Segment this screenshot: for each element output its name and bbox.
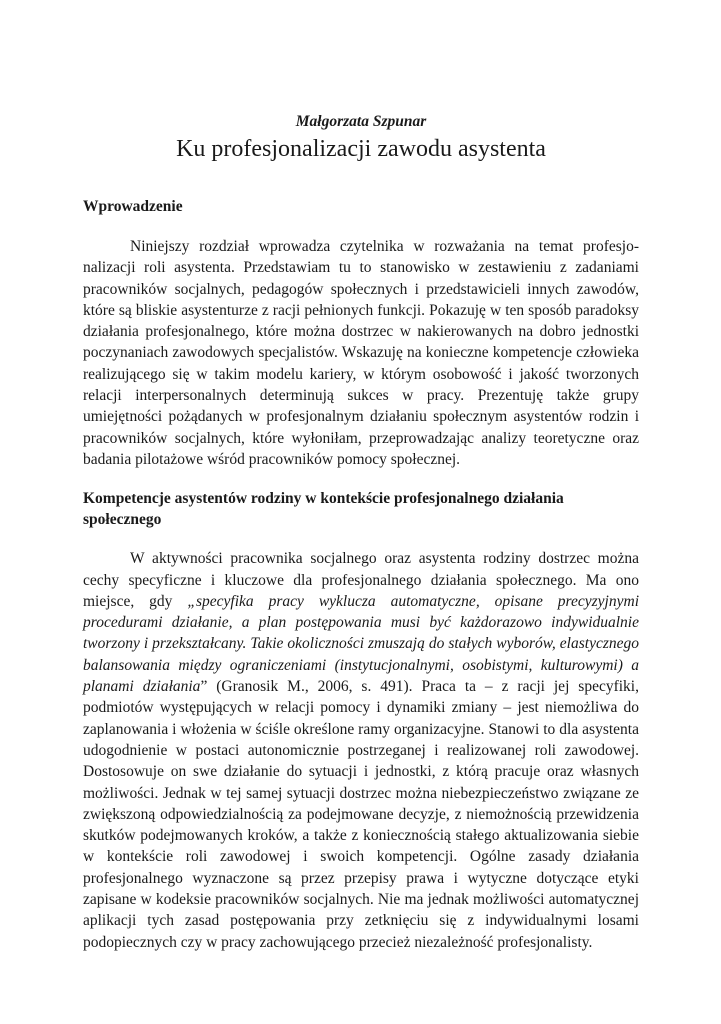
section-heading-introduction: Wprowadzenie <box>83 198 183 215</box>
paragraph-text-rest: ” (Granosik M., 2006, s. 491). Praca ta – z racji jej specyfiki, podmiotów występujących w relacji pomocy i dynamiki zmiany – jest niemożliwa do zaplanowania i włożenia w ściśle określone ramy organizacyjne. Stanowi to dla asystenta udogodnienie w postaci autonomicznie postrzeganej i realizowanej roli zawodowej. Dostosowuje on swe działanie do sytuacji i jednostki, z którą pracuje oraz własnych możliwości. Jednak w tej samej sytuacji dostrzec można niebezpieczeństwo związane ze zwiększoną odpowiedzialnością za podejmowane decyzje, z niemożnością przewidzenia skutków podejmowanych kroków, a także z koniecznością stałego aktualizowania siebie w kontekście roli zawodowej i swoich kompetencji. Ogólne zasady działania profesjonalnego wyznaczone są przez przepisy prawa i wytyczne dotyczące etyki zapisane w kodeksie pracowników socjalnych. Nie ma jednak możliwości automatycznej aplikacji tych zasad postępowania przy zetknięciu się z indywidualnymi losami podopiecznych czy w pracy zachowującego przecież niezależność profesjonalisty. <box>83 678 639 951</box>
quotation-text: „specyfika pracy wyklucza automatyczne, opisane precyzyjnymi procedurami działanie, a plan postępowania musi być każdorazowo indywidualnie tworzony i przekształcany. Takie okoliczności zmuszają do stałych wyborów, elastycznego balansowania między ograniczeniami (instytucjonalnymi, osobistymi, kulturowymi) a planami działania <box>83 592 639 696</box>
chapter-title: Ku profesjonalizacji zawodu asystenta <box>176 136 546 162</box>
author-name: Małgorzata Szpunar <box>295 113 427 130</box>
document-page <box>83 112 639 953</box>
competencies-paragraph <box>83 548 639 953</box>
section-heading-competencies: Kompetencje asystentów rodziny w kontekście profesjonalnego działania społecznego <box>83 490 564 529</box>
introduction-paragraph: Niniejszy rozdział wprowadza czytelnika w rozważania na temat profesjonalizacji roli asystenta. Przedstawiam tu to stanowisko w zestawieniu z zadaniami pracowników socjalnych, pedagogów społecznych i przedstawicieli innych zawodów, które są bliskie asystenturze z racji pełnionych funkcji. Pokazuję w ten sposób paradoksy działania profesjonalnego, które można dostrzec w nakierowanych na dobro jednostki poczynaniach zawodowych specjalistów. Wskazuję na konieczne kompetencje człowieka realizującego się w takim modelu kariery, w którym osobowość i jakość tworzonych relacji interpersonalnych determinują sukces w pracy. Prezentuję także grupy umiejętności pożądanych w profesjonalnym działaniu społecznym asystentów rodzin i pracowników socjalnych, które wyłoniłam, przeprowadzając analizy teoretyczne oraz badania pilotażowe wśród pracowników pomocy społecznej. <box>83 238 639 468</box>
paragraph-text-start: W aktywności pracownika socjalnego oraz asystenta rodziny dostrzec można cechy specyficzne i kluczowe dla profesjonalnego działania społecznego. Ma ono miejsce, gdy <box>83 550 639 610</box>
